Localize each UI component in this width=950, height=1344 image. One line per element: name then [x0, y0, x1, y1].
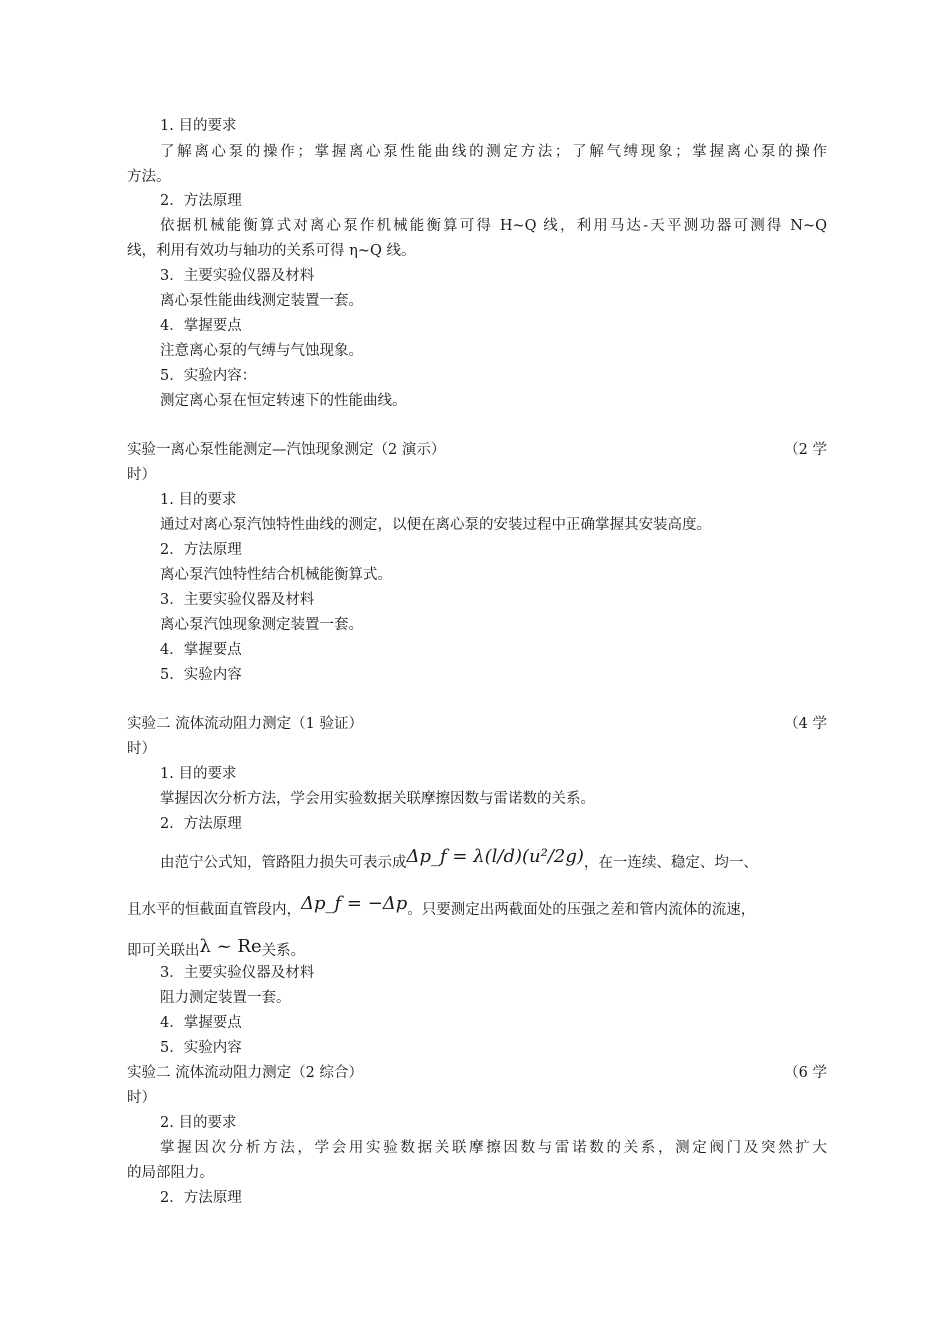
section-heading: 1. 目的要求 — [160, 766, 237, 782]
lambda-re-formula: λ ~ Re — [199, 936, 262, 957]
section-heading: 1. 目的要求 — [160, 492, 237, 508]
section-heading: 4．掌握要点 — [160, 318, 242, 334]
paragraph-line: 的局部阻力。 — [127, 1165, 214, 1181]
paragraph-line: 了解离心泵的操作；掌握离心泵性能曲线的测定方法；了解气缚现象；掌握离心泵的操作 — [160, 144, 827, 160]
section-heading: 3．主要实验仪器及材料 — [160, 965, 315, 981]
section-heading: 3．主要实验仪器及材料 — [160, 592, 315, 608]
section-heading: 4．掌握要点 — [160, 642, 242, 658]
paragraph-line: 测定离心泵在恒定转速下的性能曲线。 — [160, 393, 407, 409]
paragraph-line: 离心泵汽蚀现象测定装置一套。 — [160, 617, 363, 633]
section-heading: 5．实验内容： — [160, 368, 257, 384]
section-heading: 5．实验内容 — [160, 1040, 242, 1056]
experiment-hours: （6 学 — [784, 1065, 827, 1081]
experiment-title-row — [127, 1061, 827, 1086]
section-heading: 1. 目的要求 — [160, 118, 237, 134]
pressure-drop-formula: Δp_f = −Δp — [301, 893, 408, 914]
section-heading: 4．掌握要点 — [160, 1015, 242, 1031]
text-run: 且水平的恒截面直管段内， — [127, 902, 301, 918]
section-heading: 3．主要实验仪器及材料 — [160, 268, 315, 284]
paragraph-line: 掌握因次分析方法，学会用实验数据关联摩擦因数与雷诺数的关系。 — [160, 791, 595, 807]
section-heading: 5．实验内容 — [160, 667, 242, 683]
experiment-hours: （4 学 — [784, 716, 827, 732]
paragraph-line: 依据机械能衡算式对离心泵作机械能衡算可得 H~Q 线，利用马达-天平测功器可测得 N~Q — [160, 218, 827, 234]
experiment-hours: （2 学 — [784, 442, 827, 458]
experiment-hours-cont: 时） — [127, 467, 156, 483]
text-run: ，在一连续、稳定、均一、 — [583, 855, 758, 871]
paragraph-line: 阻力测定装置一套。 — [160, 990, 291, 1006]
paragraph-line-with-formula — [127, 893, 827, 923]
text-run: 即可关联出 — [127, 943, 200, 959]
section-heading: 2．方法原理 — [160, 193, 242, 209]
paragraph-line: 线，利用有效功与轴功的关系可得 η~Q 线。 — [127, 243, 416, 259]
text-run: 。只要测定出两截面处的压强之差和管内流体的流速， — [407, 902, 756, 918]
text-run: 关系。 — [261, 943, 306, 959]
experiment-hours-cont: 时） — [127, 1090, 156, 1106]
experiment-hours-cont: 时） — [127, 741, 156, 757]
paragraph-line: 注意离心泵的气缚与气蚀现象。 — [160, 343, 363, 359]
paragraph-line-with-formula — [127, 937, 827, 964]
section-heading: 2．方法原理 — [160, 816, 242, 832]
paragraph-line: 离心泵性能曲线测定装置一套。 — [160, 293, 363, 309]
experiment-title-row — [127, 712, 827, 737]
paragraph-line: 掌握因次分析方法，学会用实验数据关联摩擦因数与雷诺数的关系，测定阀门及突然扩大 — [160, 1140, 827, 1156]
experiment-title: 实验二 流体流动阻力测定（2 综合） — [127, 1065, 363, 1081]
paragraph-line: 离心泵汽蚀特性结合机械能衡算式。 — [160, 567, 392, 583]
fanning-formula: Δp_f = λ(l/d)(u²/2g) — [406, 846, 584, 867]
paragraph-line: 通过对离心泵汽蚀特性曲线的测定，以便在离心泵的安装过程中正确掌握其安装高度。 — [160, 517, 711, 533]
experiment-title-row — [127, 438, 827, 463]
section-heading: 2．方法原理 — [160, 1190, 242, 1206]
experiment-title: 实验一离心泵性能测定—汽蚀现象测定（2 演示） — [127, 442, 446, 458]
experiment-title: 实验二 流体流动阻力测定（1 验证） — [127, 716, 363, 732]
section-heading: 2. 目的要求 — [160, 1115, 237, 1131]
text-run: 由范宁公式知，管路阻力损失可表示成 — [160, 855, 407, 871]
paragraph-line-with-formula — [160, 846, 827, 876]
section-heading: 2．方法原理 — [160, 542, 242, 558]
paragraph-line: 方法。 — [127, 169, 171, 185]
